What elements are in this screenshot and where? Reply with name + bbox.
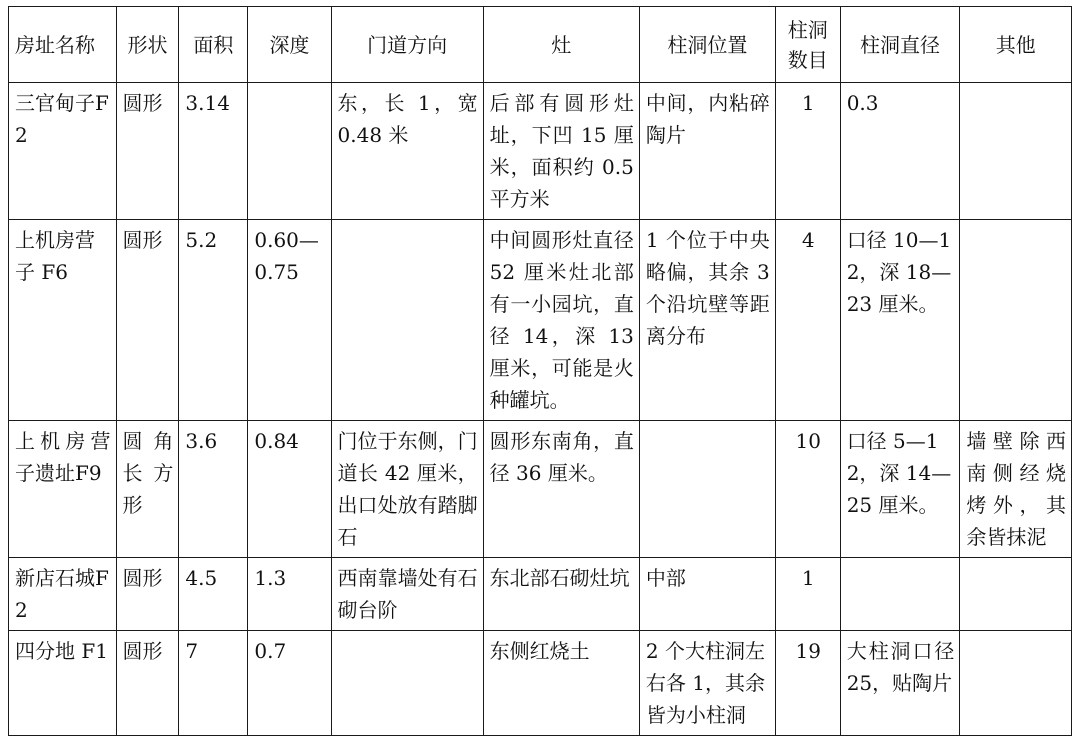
cell-posthole-position [639,421,775,558]
header-posthole-count: 柱洞 数目 [775,7,840,83]
site-table-container [8,6,1072,736]
table-row [9,421,1072,558]
cell-hearth: 圆形东南角，直径 36 厘米。 [483,421,639,558]
cell-site-name: 三官甸子F2 [9,83,117,220]
cell-posthole-count: 1 [775,558,840,631]
cell-other [960,631,1072,736]
table-row [9,558,1072,631]
cell-depth: 1.3 [248,558,331,631]
table-row [9,220,1072,421]
cell-hearth: 中间圆形灶直径 52 厘米灶北部有一小园坑，直径 14，深 13 厘米，可能是火种罐坑。 [483,220,639,421]
cell-area: 3.6 [179,421,248,558]
cell-shape: 圆形 [116,83,179,220]
header-depth: 深度 [248,7,331,83]
header-posthole-diameter: 柱洞直径 [840,7,960,83]
cell-doorway-direction [331,631,483,736]
header-other: 其他 [960,7,1072,83]
cell-doorway-direction [331,220,483,421]
cell-site-name: 四分地 F1 [9,631,117,736]
cell-depth: 0.60—0.75 [248,220,331,421]
table-row [9,83,1072,220]
cell-depth [248,83,331,220]
cell-posthole-count: 10 [775,421,840,558]
cell-area: 5.2 [179,220,248,421]
cell-area: 3.14 [179,83,248,220]
header-row [9,7,1072,83]
cell-shape: 圆形 [116,631,179,736]
cell-shape: 圆角长方形 [116,421,179,558]
header-site-name: 房址名称 [9,7,117,83]
cell-posthole-position: 中间，内粘碎陶片 [639,83,775,220]
cell-posthole-count: 4 [775,220,840,421]
cell-posthole-position: 1 个位于中央略偏，其余 3 个沿坑壁等距离分布 [639,220,775,421]
cell-hearth: 东侧红烧土 [483,631,639,736]
table-row [9,631,1072,736]
header-doorway-direction: 门道方向 [331,7,483,83]
cell-other: 墙壁除西南侧经烧烤外，其余皆抹泥 [960,421,1072,558]
cell-posthole-count: 19 [775,631,840,736]
cell-depth: 0.7 [248,631,331,736]
cell-doorway-direction: 东，长 1，宽 0.48 米 [331,83,483,220]
cell-shape: 圆形 [116,558,179,631]
cell-doorway-direction: 西南靠墙处有石砌台阶 [331,558,483,631]
header-shape: 形状 [116,7,179,83]
cell-hearth: 东北部石砌灶坑 [483,558,639,631]
cell-posthole-diameter: 口径 10—12，深 18—23 厘米。 [840,220,960,421]
header-hearth: 灶 [483,7,639,83]
cell-other [960,220,1072,421]
cell-posthole-diameter: 0.3 [840,83,960,220]
cell-other [960,83,1072,220]
cell-posthole-diameter: 口径 5—12，深 14—25 厘米。 [840,421,960,558]
cell-depth: 0.84 [248,421,331,558]
cell-shape: 圆形 [116,220,179,421]
cell-posthole-diameter: 大柱洞口径 25，贴陶片 [840,631,960,736]
house-site-table [8,6,1072,736]
cell-other [960,558,1072,631]
cell-hearth: 后部有圆形灶址，下凹 15 厘米，面积约 0.5 平方米 [483,83,639,220]
cell-area: 4.5 [179,558,248,631]
cell-doorway-direction: 门位于东侧，门道长 42 厘米，出口处放有踏脚石 [331,421,483,558]
cell-site-name: 上机房营子 F6 [9,220,117,421]
cell-site-name: 上机房营子遗址F9 [9,421,117,558]
header-posthole-position: 柱洞位置 [639,7,775,83]
cell-posthole-position: 中部 [639,558,775,631]
cell-posthole-diameter [840,558,960,631]
cell-area: 7 [179,631,248,736]
header-area: 面积 [179,7,248,83]
cell-site-name: 新店石城F2 [9,558,117,631]
cell-posthole-position: 2 个大柱洞左右各 1，其余皆为小柱洞 [639,631,775,736]
cell-posthole-count: 1 [775,83,840,220]
